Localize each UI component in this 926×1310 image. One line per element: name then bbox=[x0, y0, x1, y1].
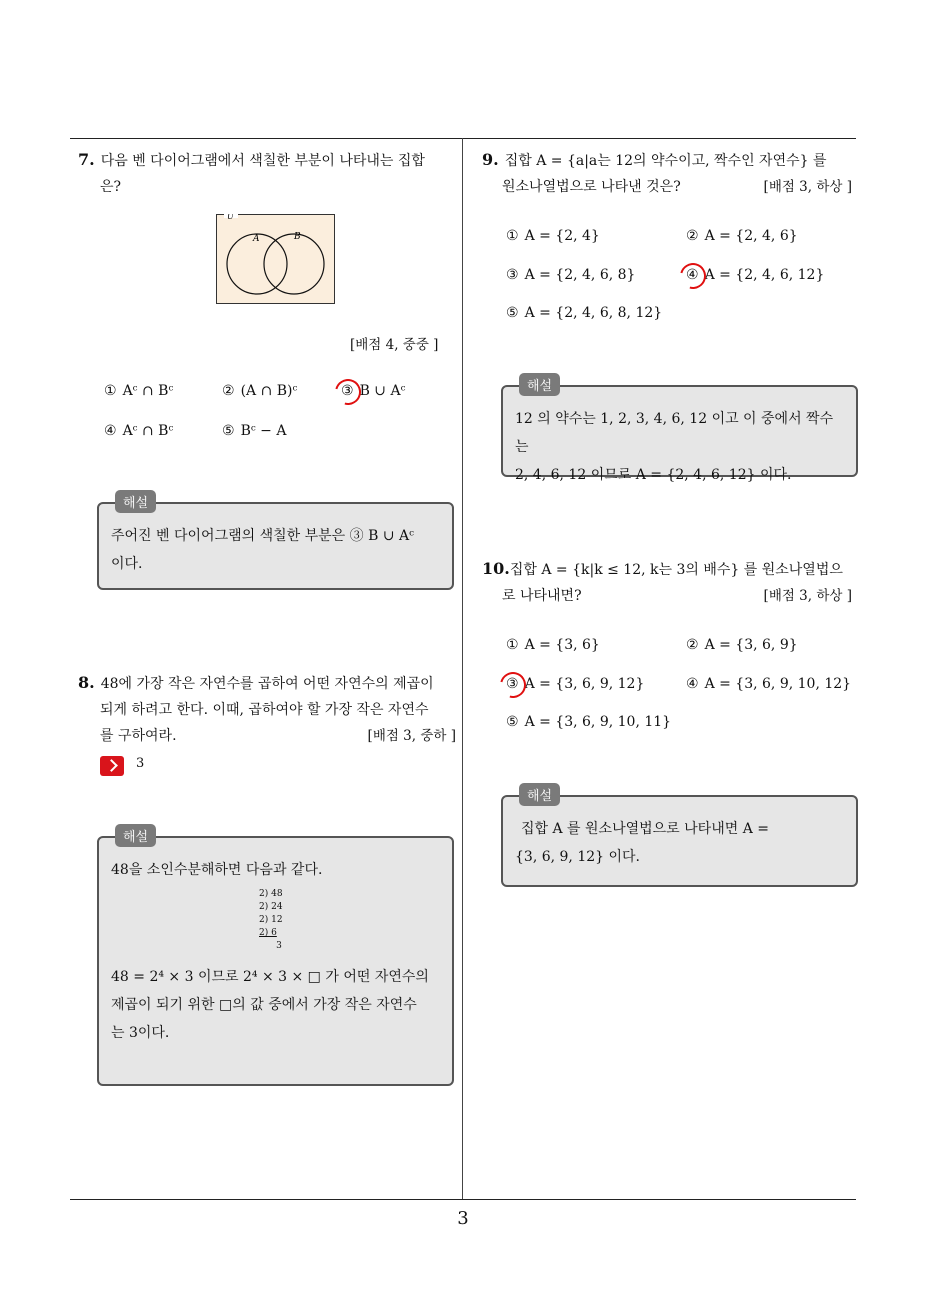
score-meta: [배점 3, 중하 ] bbox=[367, 728, 456, 744]
question-text: 집합 A = {k|k ≤ 12, k는 3의 배수} 를 원소나열법으 bbox=[509, 562, 843, 578]
question-text: 를 구하여라. bbox=[100, 728, 177, 744]
question-7 bbox=[78, 147, 456, 200]
choice-3[interactable]: ③ B ∪ Aᶜ bbox=[341, 383, 406, 399]
choice-2[interactable]: ② A = {3, 6, 9} bbox=[686, 637, 798, 653]
question-number: 9. bbox=[482, 150, 499, 169]
explanation-tag: 해설 bbox=[115, 824, 156, 847]
choice-5[interactable]: ⑤ A = {3, 6, 9, 10, 11} bbox=[506, 714, 672, 730]
choice-4[interactable]: ④ A = {2, 4, 6, 12} bbox=[686, 267, 825, 283]
question-text: 48에 가장 작은 자연수를 곱하여 어떤 자연수의 제곱이 bbox=[100, 676, 434, 692]
explanation-tag: 해설 bbox=[115, 490, 156, 513]
explanation-box bbox=[97, 830, 454, 1086]
question-10 bbox=[482, 556, 856, 609]
question-text: 집합 A = {a|a는 12의 약수이고, 짝수인 자연수} 를 bbox=[504, 153, 827, 169]
explanation-text: 48 = 2⁴ × 3 이므로 2⁴ × 3 × □ 가 어떤 자연수의 bbox=[111, 969, 429, 985]
choice-3[interactable]: ③ A = {3, 6, 9, 12} bbox=[506, 676, 645, 692]
short-answer: 3 bbox=[136, 756, 145, 771]
question-text: 다음 벤 다이어그램에서 색칠한 부분이 나타내는 집합 bbox=[100, 153, 425, 169]
bottom-rule bbox=[70, 1199, 856, 1200]
explanation-box bbox=[97, 496, 454, 590]
column-divider bbox=[462, 138, 463, 1200]
choice-1[interactable]: ① Aᶜ ∩ Bᶜ bbox=[104, 383, 174, 399]
explanation-text: {3, 6, 9, 12} 이다. bbox=[515, 849, 641, 865]
question-number: 8. bbox=[78, 673, 95, 692]
explanation-tag: 해설 bbox=[519, 373, 560, 396]
choice-5[interactable]: ⑤ A = {2, 4, 6, 8, 12} bbox=[506, 305, 663, 321]
choice-5[interactable]: ⑤ Bᶜ − A bbox=[222, 423, 287, 439]
set-b-label: B bbox=[294, 232, 301, 242]
answer-mark: ③ bbox=[341, 383, 354, 399]
answer-mark: ④ bbox=[686, 267, 699, 283]
explanation-text: 제곱이 되기 위한 □의 값 중에서 가장 작은 자연수 bbox=[111, 997, 417, 1013]
question-text: 로 나타내면? bbox=[502, 588, 582, 604]
universe-label: U bbox=[227, 214, 234, 221]
choice-2[interactable]: ② A = {2, 4, 6} bbox=[686, 228, 798, 244]
question-text: 되게 하려고 한다. 이때, 곱하여야 할 가장 작은 자연수 bbox=[100, 702, 429, 718]
question-8 bbox=[78, 670, 456, 749]
explanation-text: 이다. bbox=[111, 556, 143, 572]
choice-2[interactable]: ② (A ∩ B)ᶜ bbox=[222, 383, 298, 399]
choice-3[interactable]: ③ A = {2, 4, 6, 8} bbox=[506, 267, 636, 283]
explanation-box bbox=[501, 379, 858, 483]
set-a-label: A bbox=[253, 234, 260, 244]
universe-rect bbox=[217, 215, 335, 304]
question-number: 7. bbox=[78, 150, 95, 169]
page-number: 3 bbox=[457, 1208, 469, 1229]
answer-mark: ③ bbox=[506, 676, 519, 692]
question-text: 원소나열법으로 나타낸 것은? bbox=[502, 179, 681, 195]
choice-4[interactable]: ④ Aᶜ ∩ Bᶜ bbox=[104, 423, 174, 439]
answer-arrow-icon bbox=[100, 756, 124, 776]
choice-4[interactable]: ④ A = {3, 6, 9, 10, 12} bbox=[686, 676, 852, 692]
explanation-text: 12 의 약수는 1, 2, 3, 4, 6, 12 이고 이 중에서 짝수는 bbox=[515, 411, 834, 455]
top-rule bbox=[70, 138, 856, 139]
explanation-text: 집합 A 를 원소나열법으로 나타내면 A = bbox=[521, 821, 769, 837]
question-9 bbox=[482, 147, 856, 200]
question-text: 은? bbox=[100, 179, 122, 195]
score-meta: [배점 3, 하상 ] bbox=[763, 588, 852, 604]
question-number: 10. bbox=[482, 559, 510, 578]
explanation-text: 주어진 벤 다이어그램의 색칠한 부분은 ③ B ∪ Aᶜ bbox=[111, 528, 414, 544]
score-meta: [배점 4, 중중 ] bbox=[350, 337, 439, 353]
score-meta: [배점 3, 하상 ] bbox=[763, 179, 852, 195]
explanation-tag: 해설 bbox=[519, 783, 560, 806]
explanation-text: 48을 소인수분해하면 다음과 같다. bbox=[111, 862, 323, 878]
venn-diagram bbox=[216, 214, 335, 304]
explanation-box bbox=[501, 789, 858, 887]
choice-1[interactable]: ① A = {3, 6} bbox=[506, 637, 600, 653]
explanation-text: 는 3이다. bbox=[111, 1025, 170, 1041]
choice-1[interactable]: ① A = {2, 4} bbox=[506, 228, 600, 244]
prime-factorization: 2) 48 2) 24 2) 12 2) 6 3 bbox=[259, 889, 283, 951]
explanation-text: 2, 4, 6, 12 이므로 A = {2, 4, 6, 12} 이다. bbox=[515, 467, 792, 483]
